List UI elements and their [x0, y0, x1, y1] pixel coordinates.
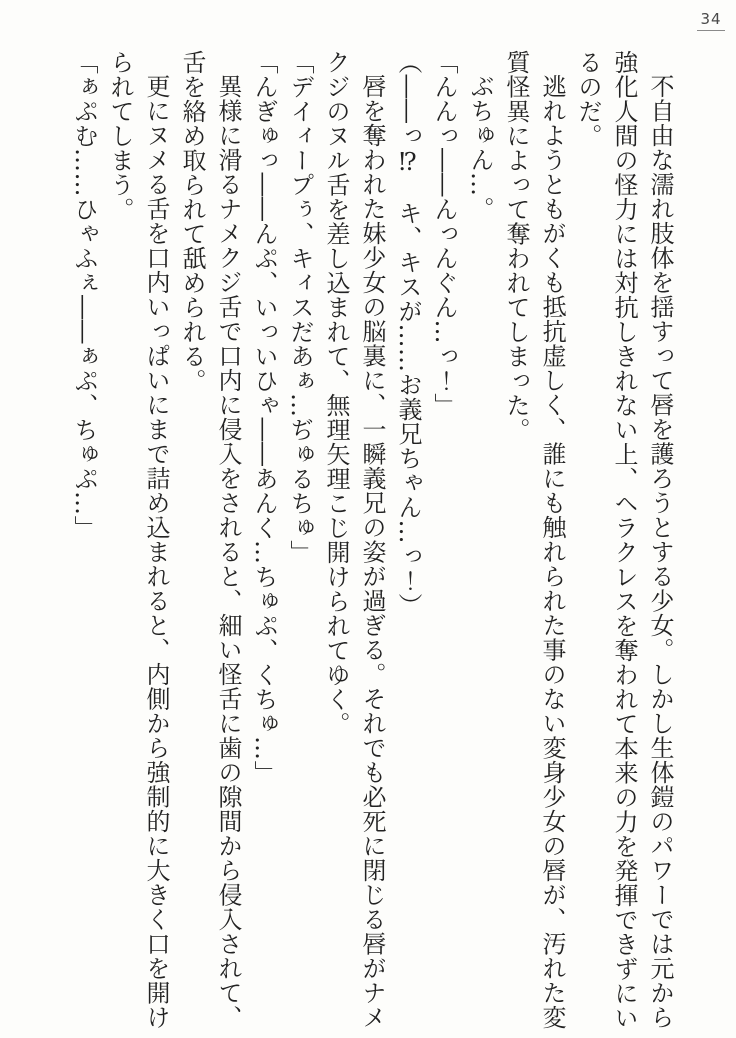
- text-line: 舌を絡め取られて舐められる。: [178, 50, 206, 393]
- text-line: 質怪異によって奪われてしまった。: [502, 50, 530, 442]
- text-line: 更にヌメる舌を口内いっぱいにまで詰め込まれると、内側から強制的に大きく口を開け: [142, 74, 170, 1030]
- text-line: 「デイィープぅ、キィスだあぁ…ぢゅるちゅ」: [286, 50, 314, 565]
- text-line: 異様に滑るナメクジ舌で口内に侵入をされると、細い怪舌に歯の隙間から侵入されて、: [214, 74, 242, 1030]
- vertical-text-body: [66, 50, 678, 1030]
- text-line: 不自由な濡れ肢体を揺すって唇を護ろうとする少女。しかし生体鎧のパワーでは元から: [646, 74, 674, 1030]
- text-line: 「んぎゅっ――んぷ、いっいひゃ――あんく…ちゅぷ、くちゅ…」: [250, 50, 278, 785]
- text-line: 強化人間の怪力には対抗しきれない上、ヘラクレスを奪われて本来の力を発揮できずにい: [610, 50, 638, 1030]
- text-line: ぶちゅん…。: [466, 74, 494, 221]
- text-line: （――っ⁉ キ、キスが……お義兄ちゃん…っ！）: [394, 50, 422, 618]
- text-line: クジのヌル舌を差し込まれて、無理矢理こじ開けられてゆく。: [322, 50, 350, 736]
- text-line: 唇を奪われた妹少女の脳裏に、一瞬義兄の姿が過ぎる。それでも必死に閉じる唇がナメ: [358, 74, 386, 1030]
- text-line: 「ぁぷむ……ひゃふぇ――ぁぷ、ちゅぷ…」: [70, 50, 98, 540]
- page-number-value: 34: [700, 10, 722, 28]
- text-line: 逃れようともがくも抵抗虚しく、誰にも触れられた事のない変身少女の唇が、汚れた変: [538, 74, 566, 1030]
- page-number: [697, 10, 725, 31]
- text-line: られてしまう。: [106, 50, 134, 222]
- text-line: るのだ。: [574, 50, 602, 148]
- text-line: 「んんっ――んっんぐん…っ！」: [430, 50, 458, 418]
